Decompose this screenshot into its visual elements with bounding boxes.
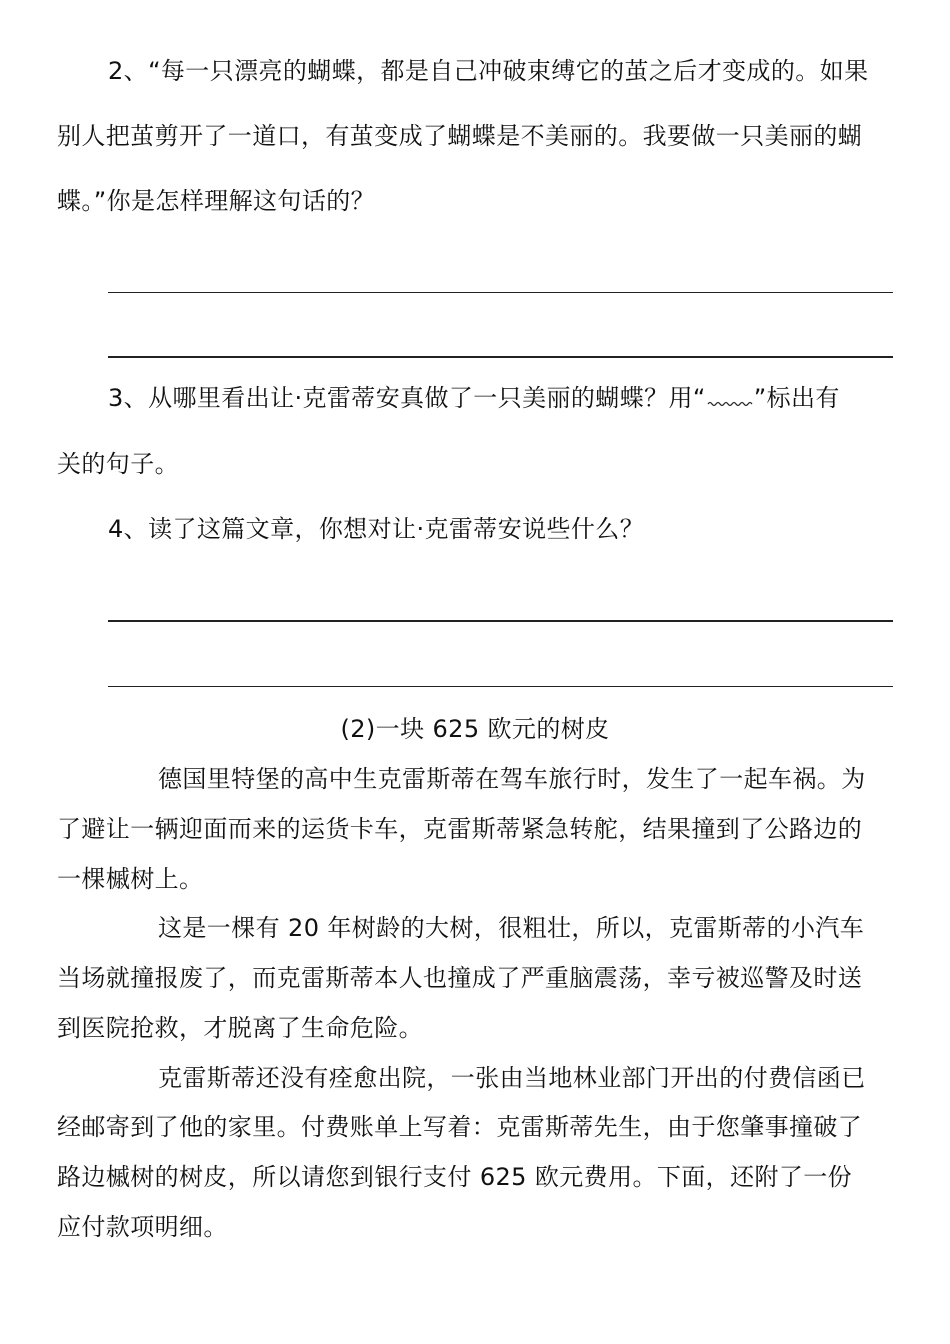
- wavy-underline-mark-icon: [706, 396, 754, 410]
- question-3-text-after: ”标出有: [753, 384, 840, 412]
- paragraph-2-line-3: 到医院抢救，才脱离了生命危险。: [57, 1014, 423, 1042]
- passage-2-title: (2)一块 625 欧元的树皮: [340, 715, 610, 743]
- paragraph-3-line-1: 克雷斯蒂还没有痊愈出院，一张由当地林业部门开出的付费信函已: [158, 1064, 866, 1092]
- question-3-text-before: 3、从哪里看出让·克雷蒂安真做了一只美丽的蝴蝶？用“: [108, 384, 706, 412]
- question-2-line-2: 别人把茧剪开了一道口，有茧变成了蝴蝶是不美丽的。我要做一只美丽的蝴: [57, 122, 863, 150]
- answer-line-q4-1: [108, 620, 893, 622]
- paragraph-1-line-1: 德国里特堡的高中生克雷斯蒂在驾车旅行时，发生了一起车祸。为: [158, 765, 866, 793]
- paragraph-1-line-2: 了避让一辆迎面而来的运货卡车，克雷斯蒂紧急转舵，结果撞到了公路边的: [57, 815, 863, 843]
- paragraph-3-line-4: 应付款项明细。: [57, 1213, 228, 1241]
- question-4-line-1: 4、读了这篇文章，你想对让·克雷蒂安说些什么？: [108, 515, 645, 543]
- question-3-line-1: [108, 383, 840, 413]
- paragraph-2-line-1: 这是一棵有 20 年树龄的大树，很粗壮，所以，克雷斯蒂的小汽车: [158, 914, 865, 942]
- answer-line-q2-1: [108, 292, 893, 293]
- paragraph-3-line-3: 路边槭树的树皮，所以请您到银行支付 625 欧元费用。下面，还附了一份: [57, 1163, 853, 1191]
- question-2-line-1: 2、“每一只漂亮的蝴蝶，都是自己冲破束缚它的茧之后才变成的。如果: [108, 57, 869, 85]
- question-2-line-3: 蝶。”你是怎样理解这句话的？: [57, 187, 376, 215]
- answer-line-q4-2: [108, 686, 893, 687]
- paragraph-3-line-2: 经邮寄到了他的家里。付费账单上写着：克雷斯蒂先生，由于您肇事撞破了: [57, 1113, 863, 1141]
- paragraph-1-line-3: 一棵槭树上。: [57, 865, 204, 893]
- paragraph-2-line-2: 当场就撞报废了，而克雷斯蒂本人也撞成了严重脑震荡，幸亏被巡警及时送: [57, 964, 863, 992]
- question-3-line-2: 关的句子。: [57, 450, 179, 478]
- answer-line-q2-2: [108, 356, 893, 358]
